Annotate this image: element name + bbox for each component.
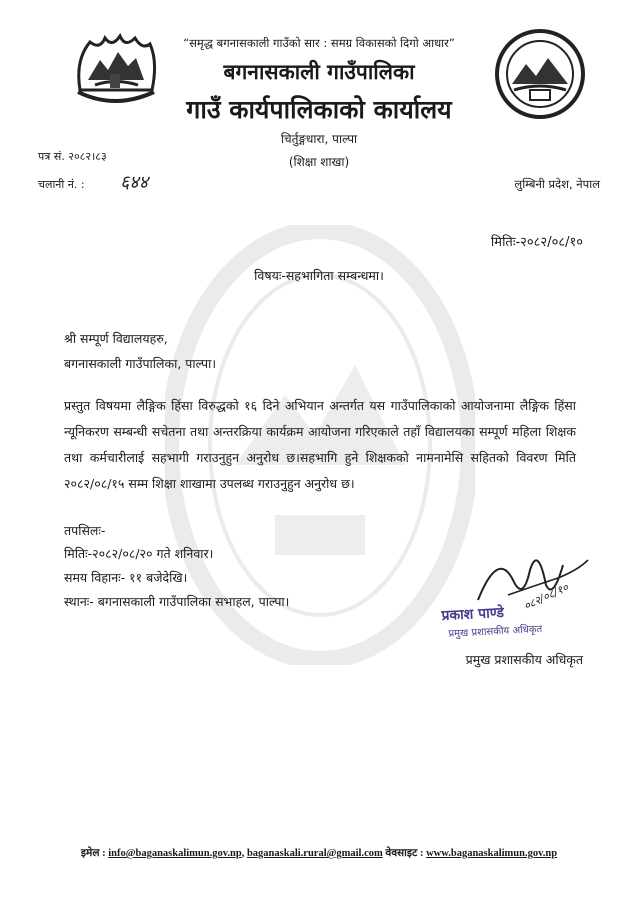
officer-title: प्रमुख प्रशासकीय अधिकृत: [465, 652, 583, 667]
letter-date: मितिः-२०८२/०८/१०: [490, 235, 583, 250]
email-separator: ,: [241, 848, 247, 859]
details-time: समय विहानः- ११ बजेदेखि।: [64, 570, 188, 585]
email-link-1[interactable]: info@baganaskalimun.gov.np: [108, 848, 242, 859]
officer-stamp: [441, 600, 563, 648]
email-link-2[interactable]: baganaskali.rural@gmail.com: [246, 848, 383, 859]
header-motto: “समृद्ध बगनासकाली गाउँको सार : समग्र विकासको दिगो आधार”: [183, 36, 455, 50]
email-label: इमेल :: [80, 848, 106, 859]
details-date: मितिः-२०८२/०८/२० गते शनिवार।: [64, 546, 214, 561]
office-name: गाउँ कार्यपालिकाको कार्यालय: [186, 95, 452, 124]
details-venue: स्थानः- बगनासकाली गाउँपालिका सभाहल, पाल्पा।: [64, 594, 290, 609]
province-name: लुम्बिनी प्रदेश, नेपाल: [514, 177, 600, 191]
addressee-line-1: श्री सम्पूर्ण विद्यालयहरु,: [64, 331, 168, 346]
stamp-title: प्रमुख प्रशासकीय अधिकृत: [448, 623, 543, 640]
branch-name: (शिक्षा शाखा): [288, 155, 350, 169]
stamp-name: प्रकाश पाण्डे: [441, 604, 505, 625]
letter-body: प्रस्तुत विषयमा लैङ्गिक हिंसा विरुद्धको १६ दिने अभियान अन्तर्गत यस गाउँपालिकाको आयोजनामा लैङ्गिक हिंसा न्यूनिकरण सम्बन्धी सचेतना तथा अन्तरक्रिया कार्यक्रम आयोजना गरिएकाले तहाँ विद्यालयका सम्पूर्ण महिला शिक्षक तथा कर्मचारीलाई सहभागी गराउनुहुन अनुरोध छ।सहभागि हुने शिक्षकको नामनामेसि सहितको विवरण मिति २०८२/०८/१५ सम्म शिक्षा शाखामा उपलब्ध गराउनुहुन अनुरोध छ।: [64, 398, 576, 491]
office-address: चिर्तुङ्गधारा, पाल्पा: [280, 132, 358, 146]
details-heading: तपसिलः-: [64, 523, 106, 538]
footer-contact: [0, 846, 638, 860]
dispatch-number: ६४४: [120, 172, 149, 193]
website-label: वेवसाइट :: [385, 848, 424, 859]
dispatch-label: चलानी नं. :: [38, 178, 85, 191]
addressee-line-2: बगनासकाली गाउँपालिका, पाल्पा।: [64, 356, 217, 371]
letter-subject: विषयः-सहभागिता सम्बन्धमा।: [254, 268, 384, 283]
organization-name: बगनासकाली गाउँपालिका: [223, 60, 415, 84]
signature-date: ०८२/०८/१०: [521, 580, 571, 613]
reference-number: पत्र सं. २०८२।८३: [38, 150, 107, 163]
website-link[interactable]: www.baganaskalimun.gov.np: [426, 848, 558, 859]
